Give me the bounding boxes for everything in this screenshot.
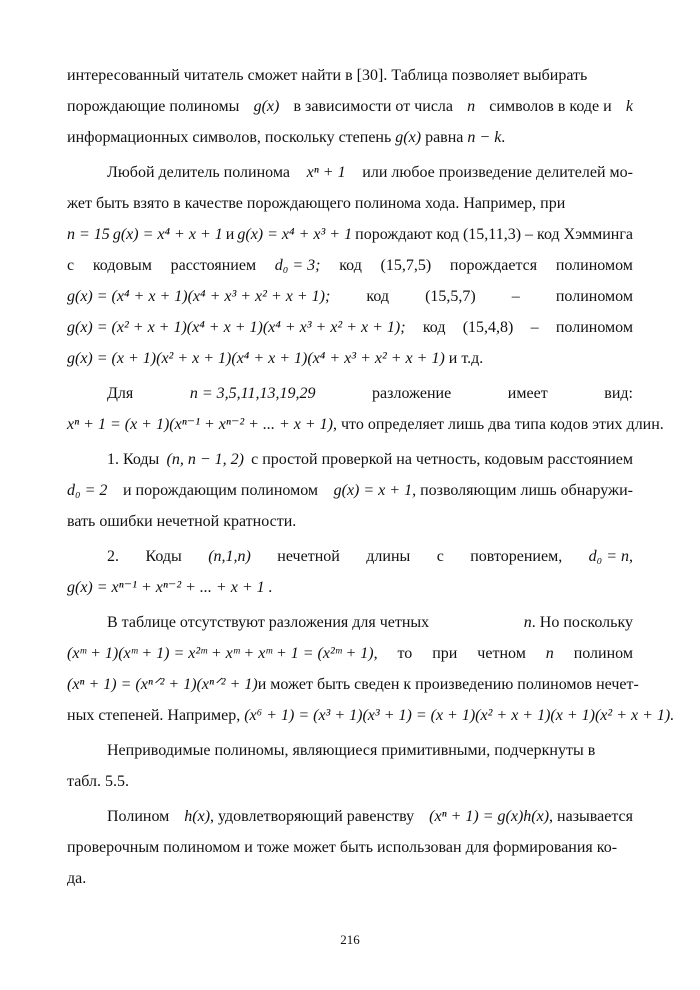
formula: g(x) = x⁴ + x³ + 1 <box>237 226 353 243</box>
text: равна <box>425 129 464 146</box>
text-line <box>67 541 633 572</box>
formula: (x⁶ + 1) = (x³ + 1)(x³ + 1) = (x + 1)(x² + x + 1)(x + 1)(x² + x + 1). <box>244 707 675 724</box>
text: порождают код (15,11,3) – код Хэмминга <box>355 226 633 243</box>
formula: n <box>523 614 532 631</box>
word: (15,4,8) <box>462 319 514 336</box>
text: Полином <box>107 808 170 825</box>
formula: g(x) = (x² + x + 1)(x⁴ + x + 1)(x⁴ + x³ + x² + x + 1); <box>67 319 406 336</box>
text-line <box>67 669 639 700</box>
paragraph-3 <box>67 378 664 440</box>
paragraph-4 <box>67 444 633 537</box>
text: , что определяет лишь два типа кодов этих длин. <box>333 416 664 433</box>
text: 1. Коды <box>107 451 160 468</box>
text: или любое произведение делителей мо- <box>362 164 633 181</box>
formula: (xⁿ + 1) = g(x)h(x) <box>429 808 550 825</box>
paragraph-6 <box>67 607 675 731</box>
text-line <box>67 832 633 863</box>
word: нечетной <box>277 548 340 565</box>
paragraph-2 <box>67 157 633 374</box>
paragraph-1 <box>67 60 633 153</box>
text: интересованный читатель сможет найти в [30]. Таблица позволяет выбирать <box>67 67 588 84</box>
text: с простой проверкой на четность, кодовым расстоянием <box>251 451 633 468</box>
formula: h(x) <box>184 808 211 825</box>
text-line <box>67 638 633 669</box>
word: имеет <box>507 385 548 402</box>
formula: n <box>545 645 554 662</box>
paragraph-8 <box>67 801 633 894</box>
text-line <box>67 572 633 603</box>
formula: n = 3,5,11,13,19,29 <box>189 385 316 402</box>
text-line <box>67 378 633 409</box>
formula: g(x) = xⁿ⁻¹ + xⁿ⁻² + ... + x + 1 . <box>67 579 273 596</box>
formula: g(x) <box>395 129 422 146</box>
word: полиномом <box>555 319 633 336</box>
formula: g(x) = x⁴ + x + 1 <box>112 226 223 243</box>
formula: k <box>625 98 633 115</box>
text: , позволяющим лишь обнаружи- <box>412 482 633 499</box>
text-line <box>67 188 633 219</box>
text: и может быть сведен к произведению полиномов нечет- <box>257 676 639 693</box>
text: да. <box>67 870 87 887</box>
text-line <box>67 801 633 832</box>
text: порождающие полиномы <box>67 98 240 115</box>
text: жет быть взято в качестве порождающего полинома хода. Например, при <box>67 195 566 212</box>
formula: (n,1,n) <box>208 548 251 565</box>
text-line <box>67 91 633 122</box>
text-line <box>67 281 633 312</box>
word: полином <box>573 645 633 662</box>
text-line <box>67 506 633 537</box>
page-body <box>67 60 675 894</box>
text-line <box>67 409 664 440</box>
word: с <box>436 548 444 565</box>
word: то <box>397 645 413 662</box>
paragraph-5 <box>67 541 633 603</box>
text-line <box>67 863 633 894</box>
text: ных степеней. Например, <box>67 707 241 724</box>
text: проверочным полиномом и тоже может быть использован для формирования ко- <box>67 839 618 856</box>
formula: xⁿ + 1 <box>306 164 346 181</box>
word: код <box>339 257 362 274</box>
formula: (n, n − 1, 2) <box>166 451 244 468</box>
text: , удовлетворяющий равенству <box>210 808 415 825</box>
paragraph-7 <box>67 735 633 797</box>
word: четном <box>477 645 526 662</box>
text: В таблице отсутствуют разложения для четных <box>107 614 430 631</box>
formula: n <box>467 98 476 115</box>
formula: (xᵐ + 1)(xᵐ + 1) = x²ᵐ + xᵐ + xᵐ + 1 = (x²ᵐ + 1), <box>67 645 378 662</box>
word: Для <box>107 385 134 402</box>
text: Неприводимые полиномы, являющиеся примитивными, подчеркнуты в <box>107 742 596 759</box>
word: полиномом <box>555 288 633 305</box>
text: в зависимости от числа <box>293 98 453 115</box>
formula: g(x) = (x⁴ + x + 1)(x⁴ + x³ + x² + x + 1); <box>67 288 331 305</box>
text: и порождающим полиномом <box>122 482 319 499</box>
formula: n = 15 <box>67 226 110 243</box>
formula: g(x) <box>253 98 280 115</box>
text: , называется <box>549 808 633 825</box>
text-line <box>67 735 633 766</box>
word: порождается <box>449 257 538 274</box>
word: расстоянием <box>170 257 257 274</box>
formula: d₀ = 2 <box>67 482 108 499</box>
text: табл. 5.5. <box>67 773 130 790</box>
word: длины <box>366 548 411 565</box>
formula: d₀ = 3; <box>274 257 321 274</box>
word: код <box>366 288 390 305</box>
word: (15,5,7) <box>425 288 476 305</box>
text-line <box>67 60 633 91</box>
text-line <box>67 343 633 374</box>
formula: n − k <box>467 129 502 146</box>
text: и <box>225 226 235 243</box>
text: и т.д. <box>448 350 484 367</box>
formula: xⁿ + 1 = (x + 1)(xⁿ⁻¹ + xⁿ⁻² + ... + x + 1) <box>67 416 333 433</box>
word: с <box>67 257 75 274</box>
text: . <box>501 129 506 146</box>
text: вать ошибки нечетной кратности. <box>67 513 297 530</box>
text-line <box>67 700 675 731</box>
text-line <box>67 444 633 475</box>
text: Любой делитель полинома <box>107 164 290 181</box>
formula: g(x) = x + 1 <box>333 482 413 499</box>
text-line <box>67 157 633 188</box>
formula: d₀ = n, <box>588 548 633 565</box>
text-line <box>67 766 633 797</box>
text-line <box>67 607 633 638</box>
word: разложение <box>372 385 452 402</box>
text-line <box>67 475 633 506</box>
text: . Но поскольку <box>531 614 633 631</box>
word: 2. <box>107 548 119 565</box>
formula: g(x) = (x + 1)(x² + x + 1)(x⁴ + x + 1)(x⁴ + x³ + x² + x + 1) <box>67 350 445 367</box>
text-line <box>67 312 633 343</box>
word: повторением, <box>470 548 563 565</box>
word: вид: <box>604 385 633 402</box>
word: при <box>432 645 458 662</box>
text-line <box>67 250 633 281</box>
text-line <box>67 122 633 153</box>
text-line <box>67 219 633 250</box>
word: полиномом <box>555 257 633 274</box>
text: символов в коде и <box>489 98 612 115</box>
page-number: 216 <box>340 932 360 947</box>
text: информационных символов, поскольку степень <box>67 129 392 146</box>
word: Коды <box>145 548 182 565</box>
word: кодовым <box>92 257 152 274</box>
word: код <box>422 319 446 336</box>
word: (15,7,5) <box>380 257 432 274</box>
word: – <box>511 288 520 305</box>
formula: (xⁿ + 1) = (xⁿᐟ² + 1)(xⁿᐟ² + 1) <box>67 676 258 693</box>
word: – <box>530 319 539 336</box>
